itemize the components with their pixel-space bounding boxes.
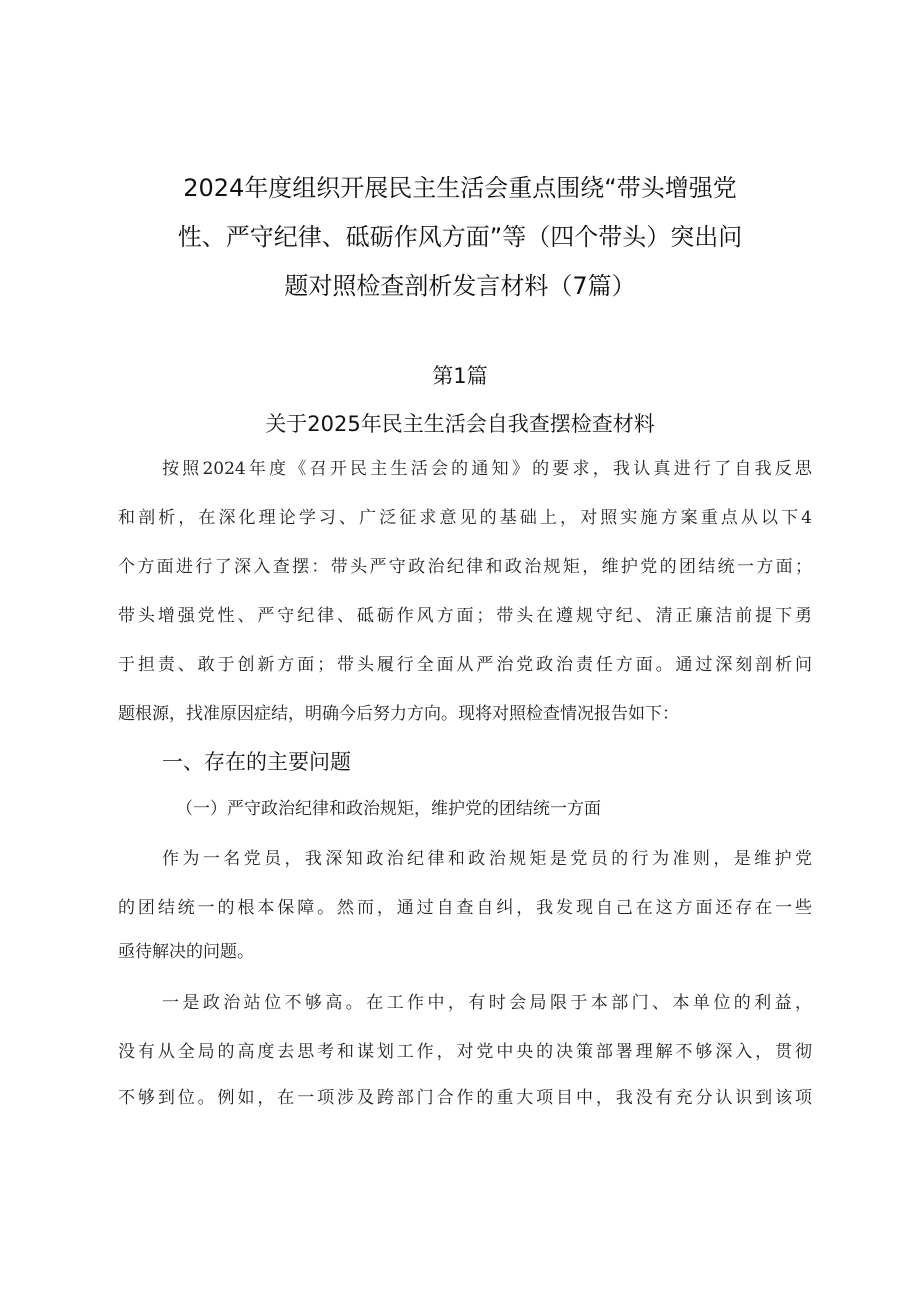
intro-line-1: 按照2024年度《召开民主生活会的通知》的要求，我认真进行了自我反思 [162,459,812,479]
section-label: 第1篇 [432,364,488,388]
intro-line-2: 和剖析，在深化理论学习、广泛征求意见的基础上，对照实施方案重点从以下4 [118,508,812,528]
para-2-line-1: 一是政治站位不够高。在工作中，有时会局限于本部门、本单位的利益， [162,993,812,1013]
para-1-line-2: 的团结统一的根本保障。然而，通过自查自纠，我发现自己在这方面还存在一些 [118,898,812,918]
intro-line-4: 带头增强党性、严守纪律、砥砺作风方面；带头在遵规守纪、清正廉洁前提下勇 [118,606,812,626]
intro-line-3: 个方面进行了深入查摆：带头严守政治纪律和政治规矩，维护党的团结统一方面； [118,557,812,577]
main-title-line-2: 性、严守纪律、砥砺作风方面”等（四个带头）突出问 [177,223,743,251]
heading-main-problems: 一、存在的主要问题 [162,750,351,774]
intro-line-5: 于担责、敢于创新方面；带头履行全面从严治党政治责任方面。通过深刻剖析问 [118,655,812,675]
para-1-line-1: 作为一名党员，我深知政治纪律和政治规矩是党员的行为准则，是维护党 [162,849,812,869]
main-title-line-1: 2024年度组织开展民主生活会重点围绕“带头增强党 [183,174,737,202]
subheading-political-discipline: （一）严守政治纪律和政治规矩，维护党的团结统一方面 [176,799,601,819]
para-2-line-3: 不够到位。例如，在一项涉及跨部门合作的重大项目中，我没有充分认识到该项 [118,1088,812,1108]
intro-line-6: 题根源，找准原因症结，明确今后努力方向。现将对照检查情况报告如下： [118,704,679,724]
main-title-line-3: 题对照检查剖析发言材料（7篇） [284,272,636,300]
section-title: 关于2025年民主生活会自我查摆检查材料 [265,412,655,436]
para-2-line-2: 没有从全局的高度去思考和谋划工作，对党中央的决策部署理解不够深入，贯彻 [118,1042,812,1062]
para-1-line-3: 亟待解决的问题。 [118,942,254,962]
